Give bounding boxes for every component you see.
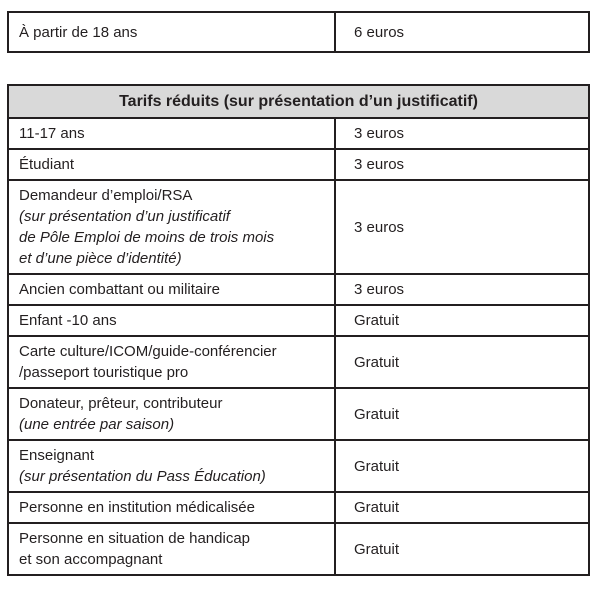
price-category [8, 180, 335, 274]
category-line: Personne en situation de handicap [19, 530, 251, 547]
reduced-price-table [7, 84, 590, 576]
category-note: et d’une pièce d’identité) [19, 250, 182, 267]
table-row [8, 336, 589, 388]
price-category: À partir de 18 ans [8, 12, 335, 52]
category-line: Donateur, prêteur, contributeur [19, 395, 223, 412]
category-line: /passeport touristique pro [19, 364, 189, 381]
price-category [8, 440, 335, 492]
price-category [8, 492, 335, 523]
category-line: et son accompagnant [19, 551, 163, 568]
price-category [8, 305, 335, 336]
price-value: 3 euros [335, 118, 589, 149]
price-value: 3 euros [335, 180, 589, 274]
price-category [8, 388, 335, 440]
price-value: Gratuit [335, 523, 589, 575]
price-value: 6 euros [335, 12, 589, 52]
category-note: (sur présentation d’un justificatif [19, 208, 230, 225]
price-category [8, 149, 335, 180]
table-row [8, 305, 589, 336]
price-value: 3 euros [335, 149, 589, 180]
table-row [8, 523, 589, 575]
price-value: Gratuit [335, 492, 589, 523]
category-line: Ancien combattant ou militaire [19, 281, 220, 298]
category-note: (sur présentation du Pass Éducation) [19, 468, 266, 485]
table-row [8, 492, 589, 523]
category-line: Demandeur d’emploi/RSA [19, 187, 193, 204]
table-row [8, 274, 589, 305]
price-category [8, 523, 335, 575]
price-category [8, 274, 335, 305]
price-category [8, 118, 335, 149]
table-row [8, 149, 589, 180]
price-value: Gratuit [335, 440, 589, 492]
category-line: Étudiant [19, 156, 75, 173]
price-value: Gratuit [335, 305, 589, 336]
table-row [8, 180, 589, 274]
table-row [8, 440, 589, 492]
reduced-table-title: Tarifs réduits (sur présentation d’un justificatif) [8, 85, 589, 118]
table-row [8, 118, 589, 149]
category-note: (une entrée par saison) [19, 416, 175, 433]
category-line: 11-17 ans [19, 125, 85, 142]
price-category [8, 336, 335, 388]
general-price-table [7, 11, 590, 53]
reduced-table-body [8, 118, 589, 575]
price-value: Gratuit [335, 336, 589, 388]
price-value: 3 euros [335, 274, 589, 305]
category-note: de Pôle Emploi de moins de trois mois [19, 229, 275, 246]
category-line: Enfant -10 ans [19, 312, 117, 329]
table-row [8, 388, 589, 440]
table-header-row [8, 85, 589, 118]
category-line: Enseignant [19, 447, 95, 464]
category-line: Personne en institution médicalisée [19, 499, 255, 516]
price-value: Gratuit [335, 388, 589, 440]
table-row [8, 12, 589, 52]
category-line: Carte culture/ICOM/guide-conférencier [19, 343, 277, 360]
